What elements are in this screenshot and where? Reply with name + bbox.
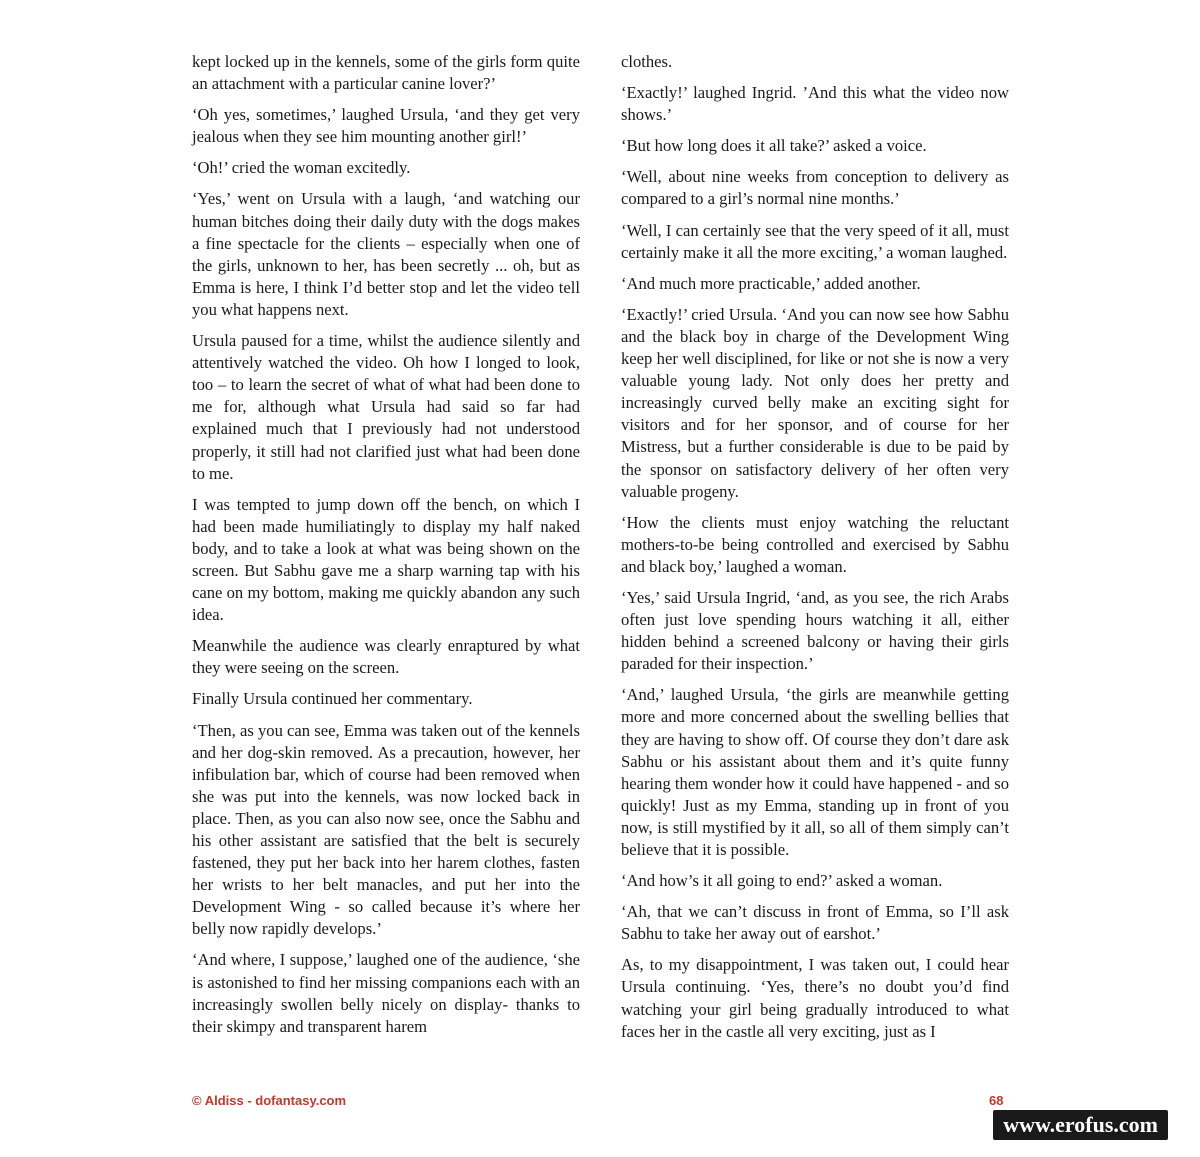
paragraph: ‘And where, I suppose,’ laughed one of the audience, ‘she is astonished to find her missing companions each with an increasingly swollen belly nicely on display- thanks to their skimpy and transparent harem — [192, 950, 580, 1036]
paragraph: ‘Ah, that we can’t discuss in front of Emma, so I’ll ask Sabhu to take her away out of earshot.’ — [621, 902, 1009, 944]
paragraph: ‘Well, about nine weeks from conception to delivery as compared to a girl’s normal nine months.’ — [621, 167, 1009, 209]
paragraph: Ursula paused for a time, whilst the audience silently and attentively watched the video. Oh how I longed to look, too – to learn the secret of what of what had been done to me for, although what Ursula had said so far had explained much that I previously had not understood properly, it still had not clarified just what had been done to me. — [192, 331, 580, 483]
paragraph: ‘Oh!’ cried the woman excitedly. — [192, 158, 411, 178]
footer-copyright: © Aldiss - dofantasy.com — [192, 1093, 347, 1108]
paragraph: ‘Exactly!’ laughed Ingrid. ’And this what the video now shows.’ — [621, 83, 1009, 125]
paragraph: ‘Well, I can certainly see that the very speed of it all, must certainly make it all the more exciting,’ a woman laughed. — [621, 220, 1009, 262]
paragraph: clothes. — [621, 52, 673, 71]
left-text-column — [192, 51, 580, 1047]
paragraph: ‘And much more practicable,’ added another. — [621, 273, 921, 293]
paragraph: kept locked up in the kennels, some of the girls form quite an attachment with a particular canine lover?’ — [192, 52, 580, 94]
paragraph: ‘Oh yes, sometimes,’ laughed Ursula, ‘and they get very jealous when they see him mounting another girl!’ — [192, 105, 580, 147]
watermark-logo: www.erofus.com — [993, 1110, 1168, 1140]
paragraph: ‘Exactly!’ cried Ursula. ‘And you can now see how Sabhu and the black boy in charge of the Development Wing keep her well disciplined, for like or not she is now a very valuable young lady. Not only does her pretty and increasingly curved belly make an exciting sight for visitors and for her sponsor, and of course for her Mistress, but a further considerable is due to be paid by the sponsor on satisfactory delivery of her often very valuable progeny. — [621, 304, 1009, 501]
paragraph: ‘How the clients must enjoy watching the reluctant mothers-to-be being controlled and exercised by Sabhu and black boy,’ laughed a woman. — [621, 512, 1009, 576]
paragraph: ‘And,’ laughed Ursula, ‘the girls are meanwhile getting more and more concerned about the swelling bellies that they are having to show off. Of course they don’t dare ask Sabhu or his assistant about them and it’s quite funny hearing them wonder how it could have happened - and so quickly! Just as my Emma, standing up in front of you now, is still mystified by it all, so all of them simply can’t believe that it is possible. — [621, 685, 1009, 859]
page-number: 68 — [989, 1093, 1004, 1108]
paragraph: ‘Yes,’ said Ursula Ingrid, ‘and, as you see, the rich Arabs often just love spending hours watching it all, either hidden behind a screened balcony or having their girls paraded for their inspection.’ — [621, 587, 1009, 674]
paragraph: I was tempted to jump down off the bench, on which I had been made humiliatingly to display my half naked body, and to take a look at what was being shown on the screen. But Sabhu gave me a sharp warning tap with his cane on my bottom, making me quickly abandon any such idea. — [192, 494, 580, 625]
right-text-column — [621, 51, 1009, 1052]
paragraph: ‘Then, as you can see, Emma was taken out of the kennels and her dog-skin removed. As a precaution, however, her infibulation bar, which of course had been removed when she was put into the kennels, was now locked back in place. Then, as you can also now see, once the Sabhu and his other assistant are satisfied that the belt is securely fastened, they put her back into her harem clothes, fasten her wrists to her belt manacles, and put her into the Development Wing - so called because it’s where her belly now rapidly develops.’ — [192, 720, 580, 939]
paragraph: Meanwhile the audience was clearly enraptured by what they were seeing on the screen. — [192, 636, 580, 678]
paragraph: ‘And how’s it all going to end?’ asked a woman. — [621, 871, 943, 891]
paragraph: ‘Yes,’ went on Ursula with a laugh, ‘and watching our human bitches doing their daily duty with the dogs makes a fine spectacle for the clients – especially when one of the girls, unknown to her, has been secretly ... oh, but as Emma is here, I think I’d better stop and let the video tell you what happens next. — [192, 189, 580, 319]
paragraph: As, to my disappointment, I was taken out, I could hear Ursula continuing. ‘Yes, there’s no doubt you’d find watching your girl being gradually introduced to what faces her in the castle all very exciting, just as I — [621, 955, 1009, 1041]
paragraph: ‘But how long does it all take?’ asked a voice. — [621, 136, 927, 156]
paragraph: Finally Ursula continued her commentary. — [192, 689, 473, 709]
